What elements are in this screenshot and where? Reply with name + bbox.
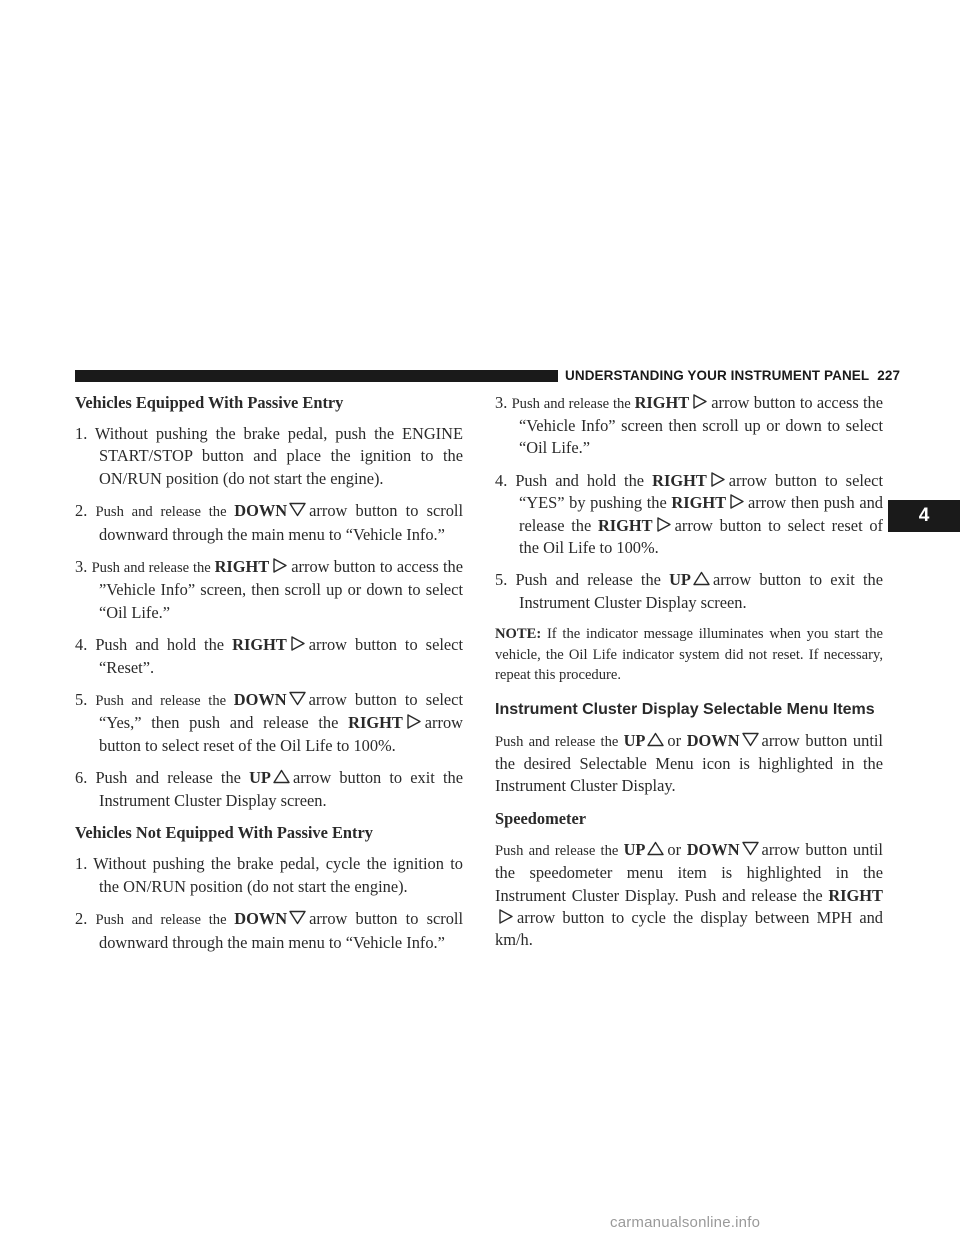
note-label: NOTE: bbox=[495, 626, 542, 643]
left-column bbox=[75, 392, 463, 964]
down-triangle-arrow-icon bbox=[288, 502, 307, 517]
down-triangle-arrow-icon bbox=[741, 732, 760, 747]
chapter-tab[interactable]: 4 bbox=[888, 500, 960, 532]
up-triangle-arrow-icon bbox=[692, 571, 711, 586]
subhead-not-passive-entry: Vehicles Not Equipped With Passive Entry bbox=[75, 823, 373, 843]
right-triangle-arrow-icon bbox=[727, 494, 746, 509]
up-triangle-arrow-icon bbox=[272, 769, 291, 784]
note-paragraph: NOTE: If the indicator message illuminates when you start the vehicle, the Oil Life indicator system did not reset. If necessary, repeat this procedure. bbox=[495, 626, 883, 684]
right-column bbox=[495, 392, 883, 962]
right-triangle-arrow-icon bbox=[288, 636, 307, 651]
step-3-passive: 3. Push and release the RIGHT arrow button to access the ”Vehicle Info” screen, then scroll up or down to select “Oil Life.” bbox=[75, 557, 464, 622]
speedometer-paragraph: Push and release the UP or DOWN arrow button until the speedometer menu item is highlighted in the Instrument Cluster Display. Push and release the RIGHT arrow button to cycle the display between MPH and km/h. bbox=[495, 840, 883, 949]
menu-items-paragraph: Push and release the UP or DOWN arrow button until the desired Selectable Menu icon is highlighted in the Instrument Cluster Display. bbox=[495, 730, 883, 796]
subhead-passive-entry: Vehicles Equipped With Passive Entry bbox=[75, 393, 344, 412]
step-5-not-passive: 5. Push and release the UP arrow button to exit the Instrument Cluster Display screen. bbox=[495, 570, 883, 612]
step-3-not-passive: 3. Push and release the RIGHT arrow button to access the “Vehicle Info” screen then scroll up or down to select “Oil Life.” bbox=[495, 393, 884, 458]
step-2-not-passive: 2. Push and release the DOWN arrow button to scroll downward through the main menu to “Vehicle Info.” bbox=[75, 909, 463, 952]
step-1-passive: 1. Without pushing the brake pedal, push the ENGINE START/STOP button and place the ignition to the ON/RUN position (do not start the engine). bbox=[75, 424, 463, 488]
step-6-passive: 6. Push and release the UP arrow button to exit the Instrument Cluster Display screen. bbox=[75, 768, 463, 810]
running-header bbox=[565, 368, 900, 383]
section-heading-selectable-menu: Instrument Cluster Display Selectable Menu Items bbox=[495, 700, 875, 718]
right-triangle-arrow-icon bbox=[404, 714, 423, 729]
up-triangle-arrow-icon bbox=[646, 732, 665, 747]
page-number: 227 bbox=[877, 368, 901, 383]
right-triangle-arrow-icon bbox=[496, 909, 515, 924]
down-triangle-arrow-icon bbox=[288, 691, 307, 706]
step-4-not-passive: 4. Push and hold the RIGHT arrow button to select “YES” by pushing the RIGHT arrow then push and release the RIGHT arrow button to select reset of the Oil Life to 100%. bbox=[495, 471, 883, 557]
step-2-passive: 2. Push and release the DOWN arrow button to scroll downward through the main menu to “Vehicle Info.” bbox=[75, 501, 463, 544]
step-1-not-passive: 1. Without pushing the brake pedal, cycle the ignition to the ON/RUN position (do not start the engine). bbox=[75, 854, 463, 896]
right-triangle-arrow-icon bbox=[270, 558, 289, 573]
header-section-title: UNDERSTANDING YOUR INSTRUMENT PANEL bbox=[565, 368, 870, 383]
right-triangle-arrow-icon bbox=[708, 472, 727, 487]
subhead-speedometer: Speedometer bbox=[495, 808, 587, 828]
step-4-passive: 4. Push and hold the RIGHT arrow button to select “Reset”. bbox=[75, 635, 463, 677]
watermark: carmanualsonline.info bbox=[610, 1214, 761, 1231]
up-triangle-arrow-icon bbox=[646, 841, 665, 856]
right-triangle-arrow-icon bbox=[690, 394, 709, 409]
header-rule bbox=[75, 370, 558, 382]
down-triangle-arrow-icon bbox=[741, 841, 760, 856]
step-5-passive: 5. Push and release the DOWN arrow button to select “Yes,” then push and release the RIGHT arrow button to select reset of the Oil Life to 100%. bbox=[75, 690, 464, 755]
down-triangle-arrow-icon bbox=[288, 910, 307, 925]
right-triangle-arrow-icon bbox=[654, 517, 673, 532]
